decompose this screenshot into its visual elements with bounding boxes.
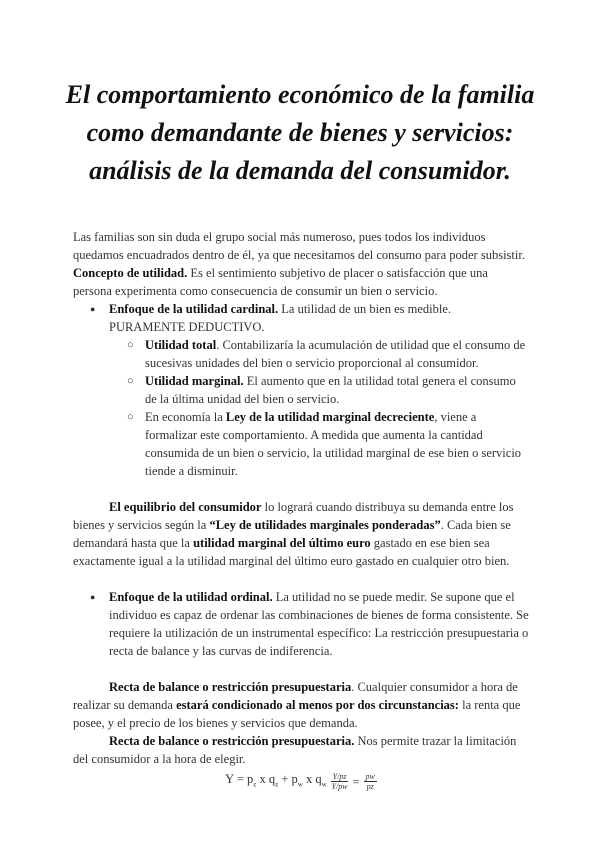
ordinal-text: La utilidad no se puede medir. Se supone que el individuo es capaz de ordenar las combinaciones de bienes de forma consistente. Se requiere la utilización de un instrumental específico: La restricción presupuestaria o recta de balance y las curvas de indiferencia.	[109, 590, 529, 658]
equilibrio-text-2: . Cada bien se demandará hasta que la	[73, 518, 511, 550]
formula-sub-w: w	[297, 780, 303, 789]
fraction-p-den: pz	[366, 782, 374, 792]
ordinal-item	[73, 588, 529, 660]
sub-item-total	[109, 336, 529, 372]
recta2-label: Recta de balance o restricción presupuestaria.	[109, 734, 355, 748]
sub-text-marginal: El aumento que en la utilidad total genera el consumo de la última unidad del bien o servicio.	[145, 374, 516, 406]
sub-label-total: Utilidad total	[145, 338, 217, 352]
fraction-y-den: Y/pw	[331, 782, 348, 792]
sub-item-marginal	[109, 372, 529, 408]
formula-equals: =	[352, 774, 360, 789]
recta1-text-1: . Cualquier consumidor a hora de realizar su demanda	[73, 680, 518, 712]
document-body	[73, 228, 529, 794]
cardinal-item	[73, 300, 529, 480]
utilidad-text: Es el sentimiento subjetivo de placer o satisfacción que una persona experimenta como consecuencia de consumir un bien o servicio.	[73, 266, 488, 298]
sub-pre-ley: En economía la	[145, 410, 226, 424]
intro-paragraph: Las familias son sin duda el grupo social más numeroso, pues todos los individuos quedamos encuadrados dentro de él, ya que necesitamos del consumo para poder subsistir.	[73, 230, 525, 262]
formula-sub-z2: z	[275, 780, 279, 789]
formula-x2: x q	[302, 772, 322, 786]
formula-main	[225, 770, 327, 794]
spacer	[73, 570, 529, 588]
recta2-text: Nos permite trazar la limitación del consumidor a la hora de elegir.	[73, 734, 517, 766]
sub-text-ley: , viene a formalizar este comportamiento. A medida que aumenta la cantidad consumida de un bien o servicio, la utilidad marginal de ese bien o servicio tiende a disminuir.	[145, 410, 522, 478]
equilibrio-ultimo: utilidad marginal del último euro	[193, 536, 371, 550]
recta1-label: Recta de balance o restricción presupuestaria	[109, 680, 352, 694]
sub-label-ley: Ley de la utilidad marginal decreciente	[225, 410, 435, 424]
ordinal-list	[73, 588, 529, 660]
spacer	[73, 480, 529, 498]
ordinal-label: Enfoque de la utilidad ordinal.	[109, 590, 273, 604]
formula-lhs: Y = p	[225, 772, 254, 786]
sub-label-marginal: Utilidad marginal.	[145, 374, 244, 388]
formula-x1: x q	[256, 772, 276, 786]
equilibrio-label: El equilibrio del consumidor	[109, 500, 262, 514]
cardinal-label: Enfoque de la utilidad cardinal.	[109, 302, 279, 316]
recta-paragraph-1	[73, 678, 529, 732]
spacer	[73, 660, 529, 678]
utilidad-label: Concepto de utilidad.	[73, 266, 188, 280]
utilidad-paragraph	[73, 264, 529, 300]
equilibrio-ley: “Ley de utilidades marginales ponderadas”	[209, 518, 441, 532]
equilibrio-text-3: gastado en ese bien sea exactamente igual a la utilidad marginal del último euro gastado en cualquier otro bien.	[73, 536, 510, 568]
formula-plus: + p	[278, 772, 298, 786]
recta-paragraph-2	[73, 732, 529, 768]
recta1-bold: estará condicionado al menos por dos circunstancias:	[176, 698, 459, 712]
budget-formula	[73, 770, 529, 794]
cardinal-text: La utilidad de un bien es medible. PURAMENTE DEDUCTIVO.	[109, 302, 452, 334]
fraction-y-num: Y/pz	[332, 772, 347, 782]
cardinal-sublist	[109, 336, 529, 480]
document-title: El comportamiento económico de la familia como demandante de bienes y servicios: análisis de la demanda del consumidor.	[65, 80, 535, 185]
recta1-text-2: la renta que posee, y el precio de los bienes y servicios que demanda.	[73, 698, 521, 730]
sub-item-ley	[109, 408, 529, 480]
equilibrio-text-1: lo logrará cuando distribuya su demanda entre los bienes y servicios según la	[73, 500, 514, 532]
equilibrio-paragraph	[73, 498, 529, 570]
fraction-y	[331, 772, 349, 791]
fraction-p	[364, 772, 377, 791]
formula-sub-z: z	[253, 780, 257, 789]
formula-sub-w2: w	[321, 780, 327, 789]
cardinal-list	[73, 300, 529, 480]
sub-text-total: . Contabilizaría la acumulación de utilidad que el consumo de sucesivas unidades del bien o servicio proporcional al consumidor.	[145, 338, 526, 370]
fraction-p-num: pw	[365, 772, 375, 782]
